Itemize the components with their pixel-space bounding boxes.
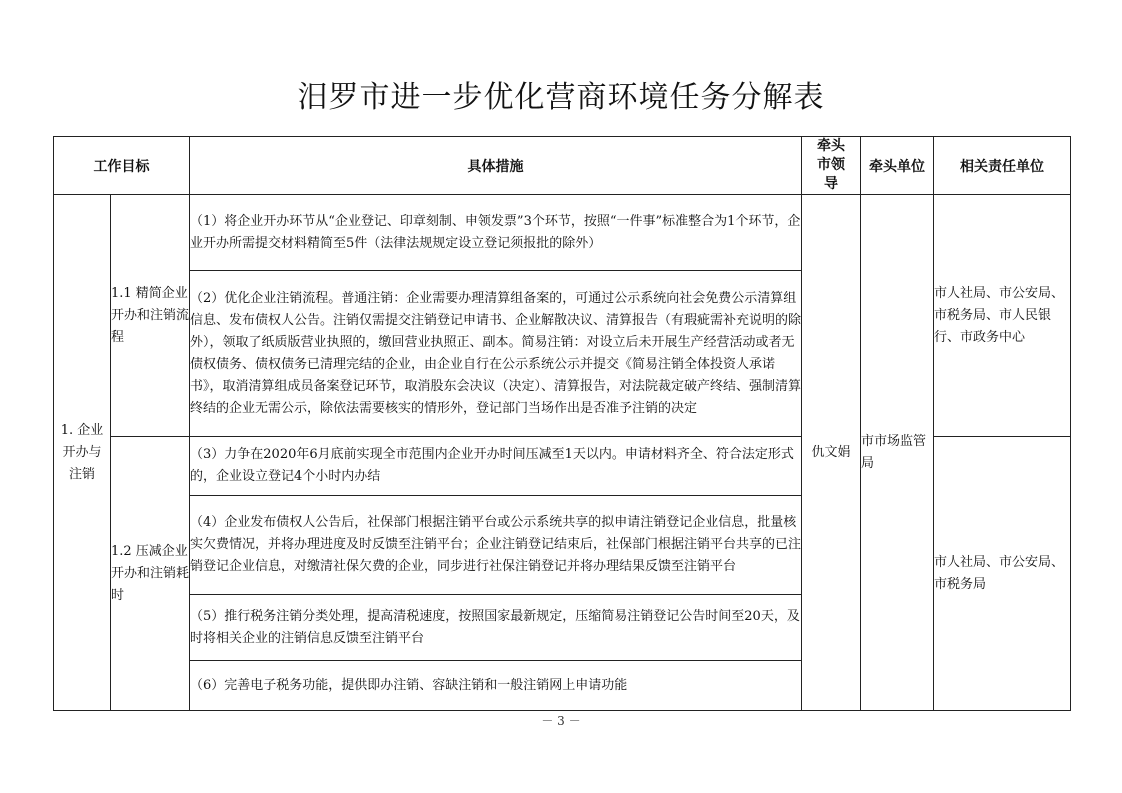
- sub-goal-cell-1: 1.1 精简企业开办和注销流程: [111, 195, 190, 437]
- measure-cell-5: （5）推行税务注销分类处理，提高清税速度，按照国家最新规定，压缩简易注销登记公告时间至20天，及时将相关企业的注销信息反馈至注销平台: [190, 595, 802, 661]
- header-goal: 工作目标: [54, 137, 190, 195]
- measure-cell-6: （6）完善电子税务功能，提供即办注销、容缺注销和一般注销网上申请功能: [190, 661, 802, 711]
- goal-cell: [54, 195, 111, 711]
- table-row: [54, 195, 1071, 271]
- header-lead-unit: 牵头单位: [861, 137, 934, 195]
- measure-cell-3: （3）力争在2020年6月底前实现全市范围内企业开办时间压减至1天以内。申请材料齐全、符合法定形式的，企业设立登记4个小时内办结: [190, 437, 802, 496]
- measure-cell-2: （2）优化企业注销流程。普通注销：企业需要办理清算组备案的，可通过公示系统向社会免费公示清算组信息、发布债权人公告。注销仅需提交注销登记申请书、企业解散决议、清算报告（有瑕疵需补充说明的除外），领取了纸质版营业执照的，缴回营业执照正、副本。简易注销：对设立后未开展生产经营活动或者无债权债务、债权债务已清理完结的企业，由企业自行在公示系统公示并提交《简易注销全体投资人承诺书》，取消清算组成员备案登记环节，取消股东会决议（决定）、清算报告，对法院裁定破产终结、强制清算终结的企业无需公示，除依法需要核实的情形外，登记部门当场作出是否准予注销的决定: [190, 271, 802, 437]
- header-leader-text: 牵头市领导: [817, 138, 845, 192]
- related-units-cell-1: 市人社局、市公安局、市税务局、市人民银行、市政务中心: [934, 195, 1071, 437]
- task-table: [53, 136, 1071, 711]
- header-row: [54, 137, 1071, 195]
- related-units-cell-2: 市人社局、市公安局、市税务局: [934, 437, 1071, 711]
- sub-goal-cell-2: 1.2 压减企业开办和注销耗时: [111, 437, 190, 711]
- header-leader: [802, 137, 861, 195]
- goal-text: 1. 企业开办与注销: [60, 422, 104, 482]
- page-title: 汨罗市进一步优化营商环境任务分解表: [297, 80, 825, 115]
- lead-unit-cell: 市市场监管局: [861, 195, 934, 711]
- header-measures: 具体措施: [190, 137, 802, 195]
- header-related-units: 相关责任单位: [934, 137, 1071, 195]
- leader-cell: 仇文娟: [802, 195, 861, 711]
- measure-cell-1: （1）将企业开办环节从“企业登记、印章刻制、申领发票”3个环节，按照“一件事”标准整合为1个环节，企业开办所需提交材料精简至5件（法律法规规定设立登记须报批的除外）: [190, 195, 802, 271]
- page-number: － 3 －: [541, 714, 581, 728]
- measure-cell-4: （4）企业发布债权人公告后，社保部门根据注销平台或公示系统共享的拟申请注销登记企业信息，批量核实欠费情况，并将办理进度及时反馈至注销平台；企业注销登记结束后，社保部门根据注销平台共享的已注销登记企业信息，对缴清社保欠费的企业，同步进行社保注销登记并将办理结果反馈至注销平台: [190, 496, 802, 595]
